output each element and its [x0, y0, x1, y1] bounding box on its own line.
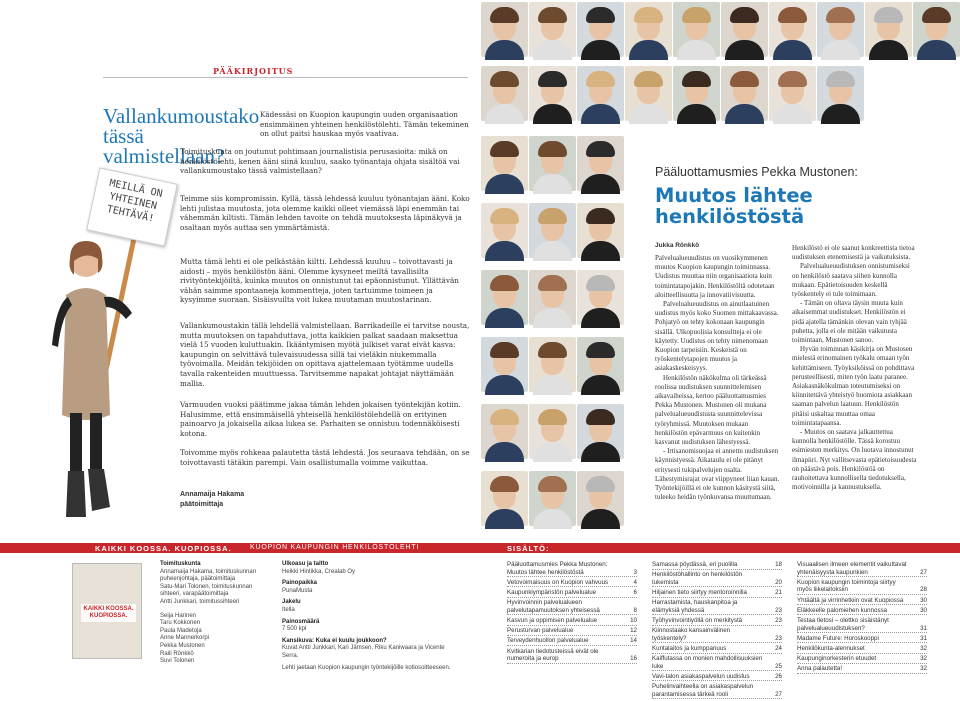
- staff-portrait: [577, 136, 624, 191]
- toc-entry: [652, 627, 782, 643]
- toc-entry-title: Puhelinvaihteella on asiakaspalvelun parantamisessa tärkeä rooli: [652, 683, 754, 698]
- toc-entry-title: Kasvun ja oppimisen palvelualue: [507, 616, 598, 624]
- staff-portrait: [481, 404, 528, 459]
- toc-column-3: [797, 561, 927, 675]
- staff-portrait: [817, 2, 864, 57]
- protest-sign: MEILLÄ ON YHTEINEN TEHTÄVÄ!: [86, 167, 178, 246]
- masthead-line: Satu-Mari Tolonen, toimituskunnan sihteeri, varapäätoimittaja: [160, 583, 253, 598]
- article-paragraph: Palvelualueuudistus on ainutlaatuinen uudistus myös koko Suomen mittakaavassa. Pohjatyö on tehty kokonaan kaupungin sisällä. Ulkopuolisia konsultteja ei ole käytetty. Uudistus on tehty nimenomaan Kuopion tarpeisiin. Keskeistä on työskentelytapojen muutos ja asiakaskeskeisyys.: [655, 300, 779, 373]
- toc-entry: [507, 648, 637, 664]
- staff-portrait: [769, 66, 816, 121]
- toc-entry: [507, 599, 637, 615]
- toc-entry-title: Terveydenhuollon palvelualue: [507, 637, 589, 645]
- masthead-block: [282, 599, 452, 614]
- toc-entry: [797, 561, 927, 577]
- masthead-line: Suvi Tolonen: [160, 658, 195, 665]
- article-paragraph: Palvelualueuudistuksen onnistumiseksi on henkilöstö saatava siihen kunnolla mukaan. Epätietoisuuden keskellä työskentely ei tule toimimaan.: [792, 262, 910, 299]
- toc-entry-page: 23: [775, 616, 782, 624]
- staff-portrait: [481, 2, 528, 57]
- toc-entry-page: 32: [920, 655, 927, 663]
- article-paragraph: - Muutos on saatava jalkauttettua kunnolla henkilöstölle. Tässä korostuu esimiesten merkitys. On luotava innostunut ilmapiiri. Nyt vallitsevasta epätietoisuudesta on päästävä pois. Henkilöstöä on rauhoitettava kunnollisella tiedotuksella, motivoinnilla ja kannustuksella.: [792, 428, 917, 492]
- article-column-2: [792, 244, 917, 492]
- toc-entry-title: Samassa pöydässä, eri puolilla: [652, 561, 738, 568]
- toc-entry-page: 28: [920, 586, 927, 594]
- toc-entry: [652, 673, 782, 682]
- toc-entry-page: 18: [775, 561, 782, 568]
- masthead-line: Annamaija Hakama, toimituskunnan puheenjohtaja, päätoimittaja: [160, 568, 257, 583]
- staff-portrait: [529, 337, 576, 392]
- toc-entry-page: 32: [920, 665, 927, 673]
- toc-entry: [797, 607, 927, 616]
- staff-portrait: [865, 2, 912, 57]
- toc-entry-title: Perusturvan palvelualue: [507, 627, 574, 635]
- toc-entry-title: Hiljainen tieto siirtyy mentoroinnilla: [652, 588, 747, 596]
- staff-portrait: [625, 2, 672, 57]
- toc-entry: [652, 655, 782, 671]
- toc-column-1: [507, 561, 637, 665]
- toc-entry: [797, 579, 927, 595]
- toc-entry: [652, 645, 782, 654]
- staff-portrait: [529, 66, 576, 121]
- staff-portrait: [529, 136, 576, 191]
- toc-entry: [507, 617, 637, 626]
- cover-thumbnail: [72, 563, 142, 659]
- staff-portrait: [481, 66, 528, 121]
- article-tagline: Pääluottamusmies Pekka Mustonen:: [655, 165, 858, 179]
- toc-entry-title: Anna palautetta!: [797, 665, 843, 673]
- toc-entry-page: 10: [630, 616, 637, 624]
- toc-entry-page: 25: [775, 662, 782, 670]
- toc-entry: [652, 599, 782, 615]
- staff-portrait: [529, 2, 576, 57]
- masthead-line: Paula Madetoja: [160, 627, 202, 634]
- toc-entry-page: 26: [775, 672, 782, 680]
- masthead-line: Raili Rönkkö: [160, 650, 194, 657]
- toc-entry-title: Eläkkeelle palomiehen kunnossa: [797, 606, 888, 614]
- toc-entry-page: 27: [920, 568, 927, 576]
- toc-entry: [507, 561, 637, 577]
- article-paragraph: Henkilöstön näkökulma oli tärkeässä roolissa uudistuksen suunnittelemisen aikavaiheissa, kertoo pääluottamusmies Pekka Mustonen. Mustonen oli mukana palvelualueuudistusta suunnittelevissa työryhmissä. Muutoksen mukaan henkilöstön epävarmuus on kuitenkin kasvanut uudistuksen lähestyessä.: [655, 373, 767, 447]
- article-paragraph: - Tämän on oltava täysin muuta kuin aikaisemmat uudistukset. Henkilöstön ei pidä ajatella tämänkin olevan vain tyhjää puhetta, jolla ei ole mitään vaikutusta toimintaan, Mustonen sanoo.: [792, 299, 907, 345]
- staff-portrait: [577, 471, 624, 526]
- article-paragraph: Palvelualueuudistus on vuosikymmenen muutos Kuopion kaupungin toiminnassa. Uudistus muuttaa niin organisaatiota kuin toimintatapojakin. Henkilöstöltä odotetaan aloitteellisuutta ja innovatiivisuutta.: [655, 254, 775, 299]
- toc-entry-page: 23: [775, 634, 782, 642]
- toc-entry-page: 6: [633, 588, 637, 596]
- masthead-heading: Kansikuva: Kuka ei kuulu joukkoon?: [282, 637, 387, 644]
- masthead-line: Taru Kokkonen: [160, 620, 201, 627]
- toc-entry: [507, 579, 637, 588]
- toc-entry-title: Pääluottamusmies Pekka Mustonen: Muutos lähtee henkilöstöstä: [507, 561, 608, 576]
- masthead-line: 7 500 kpl: [282, 626, 307, 633]
- toc-entry-page: 32: [920, 644, 927, 652]
- staff-portrait: [721, 2, 768, 57]
- toc-entry-page: 12: [630, 627, 637, 635]
- toc-entry-page: 3: [633, 568, 637, 576]
- article-column-1: [655, 254, 780, 502]
- editorial-paragraph-6: Toivomme myös rohkeaa palautetta tästä lehdestä. Jos seuraava tehdään, on se toivottavasti tätäkin parempi. Vain osallistumalla voimme vaikuttaa.: [180, 448, 470, 467]
- editorial-paragraph-5: Varmuuden vuoksi päätimme jakaa tämän lehden jokaisen työntekijän kotiin. Halusimme, että ensimmäisellä yhteisellä henkilöstölehdellä on erityinen painoarvo ja jokaisella aikaa lukea se. Parhaiten se onnistuu todennäköisesti kotona.: [180, 400, 461, 438]
- toc-entry-title: Harrastamista, hauskanpitoa ja elämyksiä yhdessä: [652, 599, 738, 614]
- staff-portrait: [529, 203, 576, 258]
- staff-portrait: [481, 270, 528, 325]
- masthead-line: Lehti jaetaan Kuopion kaupungin työntekijöille kotiosoitteeseen.: [282, 664, 451, 671]
- toc-entry: [797, 655, 927, 664]
- toc-entry: [652, 589, 782, 598]
- staff-portrait: [529, 404, 576, 459]
- staff-portrait: [913, 2, 960, 57]
- masthead-line: Pekka Mustonen: [160, 642, 205, 649]
- toc-entry-title: Kuntalaitos ja kumppanuus: [652, 644, 727, 652]
- staff-portrait: [817, 66, 864, 121]
- signature-name: Annamaija Hakama: [180, 491, 245, 498]
- article-author: Jukka Rönkkö: [655, 242, 700, 249]
- toc-entry: [507, 637, 637, 646]
- staff-portrait: [481, 203, 528, 258]
- toc-entry: [652, 571, 782, 587]
- toc-entry-title: Työhyvinvointiyöllä on merkitystä: [652, 616, 743, 624]
- toc-entry-page: 30: [920, 606, 927, 614]
- toc-entry-page: 23: [775, 606, 782, 614]
- toc-entry-title: Kaiffutassa on monien mahdollisuuksien luke: [652, 655, 763, 670]
- toc-entry-page: 20: [775, 578, 782, 586]
- kicker-rule: [103, 77, 468, 78]
- toc-entry-title: Kuopion kaupungin toimintoja siirtyy myös liikelaitoksiin: [797, 578, 896, 594]
- toc-entry-page: 14: [630, 637, 637, 645]
- toc-entry: [507, 589, 637, 598]
- toc-entry: [797, 645, 927, 654]
- staff-portrait: [577, 337, 624, 392]
- masthead-block: [282, 619, 452, 634]
- toc-entry-page: 8: [633, 606, 637, 614]
- toc-entry-title: Vetovoimaisuus on Kuopion vahvuus: [507, 578, 609, 586]
- masthead-line: PunaMusta: [282, 587, 313, 594]
- staff-portrait: [577, 404, 624, 459]
- toc-entry-page: 4: [633, 578, 637, 586]
- staff-portrait: [481, 337, 528, 392]
- article-title: Muutos lähtee henkilöstöstä: [655, 184, 813, 228]
- toc-entry-page: 27: [775, 690, 782, 698]
- staff-portrait: [577, 2, 624, 57]
- toc-column-2: [652, 561, 782, 701]
- toc-entry: [797, 617, 927, 633]
- toc-entry-title: Kiinnostaako kansainvälinen työskentely?: [652, 627, 731, 642]
- editorial-headline: Vallankumoustako tässä valmistellaan?: [103, 104, 260, 168]
- toc-entry-title: Henkilökunta-alennukset: [797, 644, 865, 652]
- editorial-lead-1: Kädessäsi on Kuopion kaupungin uuden organisaation ensimmäinen yhteinen henkilöstölehti. Tämän tekeminen on ollut paitsi hauskaa myös vaativaa.: [260, 110, 469, 139]
- toc-entry: [652, 683, 782, 699]
- editorial-signature: [180, 490, 340, 510]
- signature-role: päätoimittaja: [180, 501, 224, 508]
- publication-name: KUOPION KAUPUNGIN HENKILÖSTÖLEHTI: [250, 544, 420, 551]
- toc-entry-title: Kvitkarian tiedotusteissä eivät ole numeroita ja europ: [507, 647, 599, 663]
- toc-entry-title: Madame Future: Horoskooppi: [797, 634, 879, 642]
- staff-portrait: [577, 66, 624, 121]
- masthead-editorial-board: [160, 561, 270, 666]
- masthead-heading: Painopaikka: [282, 580, 318, 587]
- toc-entry-page: 31: [920, 634, 927, 642]
- staff-portrait: [625, 66, 672, 121]
- staff-portrait: [673, 2, 720, 57]
- toc-entry: [652, 617, 782, 626]
- masthead-line: Itella: [282, 606, 295, 613]
- toc-entry-page: 31: [920, 624, 927, 632]
- masthead-block: [282, 580, 452, 595]
- toc-entry-title: Kaupunginorkesterin etuudet: [797, 655, 877, 663]
- staff-portrait: [577, 270, 624, 325]
- toc-entry-page: 21: [775, 588, 782, 596]
- masthead-heading: Jakelu: [282, 599, 301, 606]
- article-paragraph: Hyvän toiminnan käsikirja on Mustosen mielestä erinomainen työkalu omaan työn kehittämiseen. Työyksiköissä on pohdittava perusteellisesti, miten työn laatu paranee. Asiakasnäkökulman toteutumiseksi on kiinnitettävä yhteistyö huomiota asiakkaan saaman palvelun laatuun. Henkilöstön pitäisi uskaltaa muuttaa omaa toimintatapaansa.: [792, 345, 915, 427]
- staff-portrait: [481, 471, 528, 526]
- masthead-line: Heikki Hintikka, Crealab Oy: [282, 568, 356, 575]
- toc-entry: [797, 597, 927, 606]
- masthead-block: [282, 665, 452, 673]
- cover-title: KAIKKI KOOSSA. KUOPIOSSA.: [81, 604, 136, 622]
- staff-portrait: [673, 66, 720, 121]
- contents-heading: SISÄLTÖ:: [507, 544, 550, 553]
- section-kicker: PÄÄKIRJOITUS: [213, 66, 294, 76]
- article-paragraph: Henkilöstö ei ole saanut konkreettista tietoa uudistuksen etenemisestä ja vaikutuksista.: [792, 244, 915, 262]
- toc-entry-title: Henkilöstöhallinto on henkilöstön tukemista: [652, 571, 743, 586]
- masthead-block: [282, 638, 452, 661]
- toc-entry: [797, 665, 927, 674]
- person-illustration: [40, 235, 150, 525]
- publication-slogan: KAIKKI KOOSSA. KUOPIOSSA.: [95, 544, 232, 553]
- staff-portrait: [529, 270, 576, 325]
- masthead-line: Kuvat Antti Junkkari, Kari Jämsen, Riku Kaniwaara ja Vicente Serra.: [282, 645, 445, 659]
- toc-entry-title: Yhtäältä ja virrinhetkiin ovat Kuopiossa: [797, 596, 904, 604]
- masthead-block: [282, 561, 452, 576]
- staff-portrait: [481, 136, 528, 191]
- toc-entry: [507, 627, 637, 636]
- staff-portrait: [529, 471, 576, 526]
- toc-entry-title: Vavi-talon asiakaspalvelun uudistus: [652, 672, 750, 680]
- masthead-line: Anne Mannerkorpi: [160, 635, 210, 642]
- masthead-heading: Painosmäärä: [282, 618, 320, 625]
- toc-entry: [652, 561, 782, 570]
- masthead-line: Antti Junkkari, toimitussihteeri: [160, 598, 240, 605]
- editorial-paragraph-2: Teimme siis kompromissin. Kyllä, tässä lehdessä kuuluu työnantajan ääni. Koko lehti julistaa muutosta, jota olemme kaikki olleet viemässä läpi enemmän tai vähemmän kiltisti. Tämän lehden tavoite on tehdä muutoksesta läpinäkyvä ja osaltaan myös auttaa sen ymmärtämistä.: [180, 194, 470, 232]
- article-paragraph: - Irtisanomisuojaa ei annettu uudistuksen käynnistyessä. Aikataulu ei ole pitänyt eritysesti tukipalvelujen osalta. Lähestymisrajat ovat viippyneet liian kauan. Työntekijöillä ei ole kunnon käsitystä siitä, tuleeko heidän työnkuvansa muuttumaan.: [655, 447, 780, 502]
- masthead-line: Seija Harinen: [160, 612, 197, 619]
- masthead-heading: Toimituskunta: [160, 561, 201, 567]
- editorial-paragraph-4: Vallankumoustakin tällä lehdellä valmistellaan. Barrikadeille ei tarvitse nousta, mutta muutoksen on tapahduttava, jotta kaikkien palkat saadaan maksettua vielä 15 vuoden kuluttuakin. Ikääntymisen myötä julkiset varat eivät kasva: kaupungin on selvittävä tulevaisuudessa sillä tai vieläkin niukemmalla työvoimalla. Meidän tekijöiden on opittava ajattelemaan työtämme uudella tavalla rakenteiden muuttuessa. Tarvitsemme napakat johtajat näyttämään mallia.: [180, 321, 470, 388]
- editorial-lead-2: Toimituskunta on joutunut pohtimaan journalistisia perusasioita: mikä on henkilöstölehti, kenen ääni siinä kuuluu, saako työnantaja ohjata sisältöä vai vallankumoustako tässä valmistellaan?: [180, 147, 460, 176]
- toc-entry-title: Testaa tietosi – olettko sisäistänyt palvelualueuudistuksen?: [797, 616, 889, 632]
- editorial-paragraph-3: Mutta tämä lehti ei ole pelkästään kiltti. Lehdessä kuuluu – toivottavasti ja aidosti – myös henkilöstön ääni. Olemme kysyneet meiltä tavallisilta rivityöntekijöiltä, kuinka muutos on onnistunut tai epäonnistunut. Yllättävän vähän saimme spontaaneja kommentteja, joten tartuimme toimeen ja kysyimme suoraan. Sisäisvuilta voit lukea muutaman muutostarinan.: [180, 257, 459, 305]
- staff-portrait: [769, 2, 816, 57]
- toc-entry-page: 16: [630, 655, 637, 663]
- toc-entry: [797, 635, 927, 644]
- staff-portrait: [721, 66, 768, 121]
- toc-entry-page: 30: [920, 596, 927, 604]
- toc-entry-title: Visuaalisen ilmeen elementit vaikuttavat yhtenäisyysta kaupunkien: [797, 561, 907, 576]
- toc-entry-page: 24: [775, 644, 782, 652]
- masthead-heading: Ulkoasu ja taitto: [282, 561, 329, 567]
- masthead-production: [282, 561, 452, 672]
- toc-entry-title: Kaupunkiympäristön palvelualue: [507, 588, 597, 596]
- toc-entry-title: Hyvinvoinnin palvelualueen palvelutapamuutoksen yhteisessä: [507, 599, 600, 614]
- staff-portrait: [577, 203, 624, 258]
